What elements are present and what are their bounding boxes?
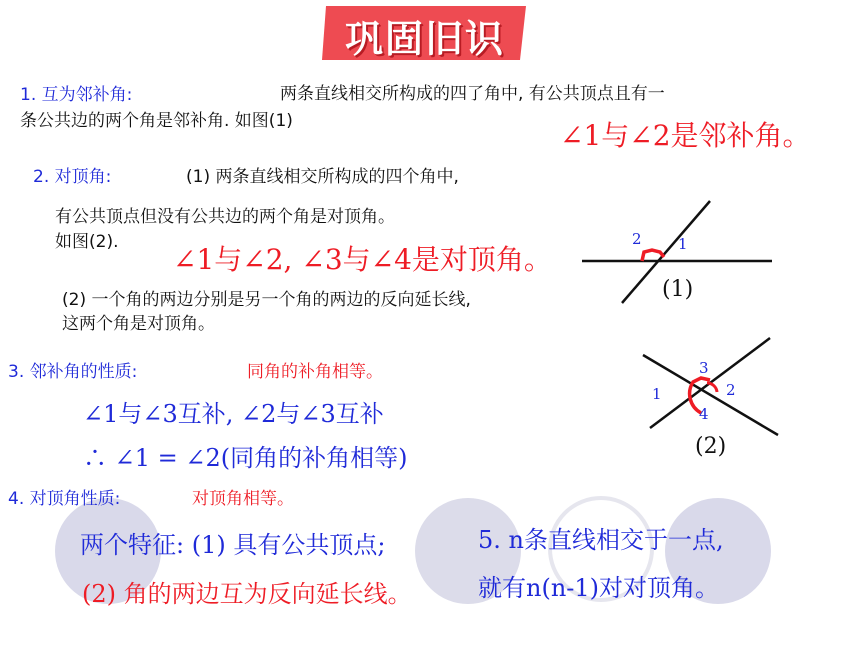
- fig2-caption: (2): [695, 434, 727, 459]
- s4-property: 对顶角相等。: [192, 489, 294, 509]
- s3-heading: 3. 邻补角的性质:: [8, 362, 138, 382]
- fig2-label-3: 3: [699, 359, 709, 377]
- s3-reason-line2: ∴ ∠1 = ∠2(同角的补角相等): [83, 444, 408, 472]
- fig1-caption: (1): [662, 277, 694, 302]
- page-title: 巩固旧识: [344, 17, 505, 61]
- fig2-label-2: 2: [726, 381, 736, 399]
- s5-line1: 5. n条直线相交于一点,: [478, 526, 724, 554]
- figure-1-diagram: [580, 195, 780, 310]
- s2-def2-line2: 这两个角是对顶角。: [62, 314, 215, 334]
- s2-heading: 2. 对顶角:: [33, 167, 112, 187]
- s2-example: ∠1与∠2, ∠3与∠4是对顶角。: [173, 243, 552, 276]
- fig1-label-1: 1: [678, 235, 688, 253]
- figure-2-diagram: [635, 333, 785, 463]
- fig2-label-1: 1: [652, 385, 662, 403]
- s3-reason-line1: ∠1与∠3互补, ∠2与∠3互补: [83, 400, 384, 428]
- s2-def1-line3: 如图(2).: [55, 232, 119, 252]
- s2-def1-line2: 有公共顶点但没有公共边的两个角是对顶角。: [55, 207, 395, 227]
- s4-features-line1: 两个特征: (1) 具有公共顶点;: [80, 531, 386, 559]
- s2-def2-line1: (2) 一个角的两边分别是另一个角的两边的反向延长线,: [62, 290, 471, 310]
- s4-features-line2: (2) 角的两边互为反向延长线。: [82, 580, 412, 608]
- s1-heading: 1. 互为邻补角:: [20, 85, 133, 105]
- s1-body-line1: 两条直线相交所构成的四了角中, 有公共顶点且有一: [280, 84, 665, 104]
- s1-body-line2: 条公共边的两个角是邻补角. 如图(1): [20, 111, 293, 131]
- fig2-label-4: 4: [699, 405, 709, 423]
- s1-example: ∠1与∠2是邻补角。: [560, 119, 811, 152]
- s3-property: 同角的补角相等。: [247, 362, 383, 382]
- s4-heading: 4. 对顶角性质:: [8, 489, 121, 509]
- fig1-label-2: 2: [632, 230, 642, 248]
- s5-line2: 就有n(n-1)对对顶角。: [478, 574, 720, 602]
- s2-def1-line1: (1) 两条直线相交所构成的四个角中,: [186, 167, 459, 187]
